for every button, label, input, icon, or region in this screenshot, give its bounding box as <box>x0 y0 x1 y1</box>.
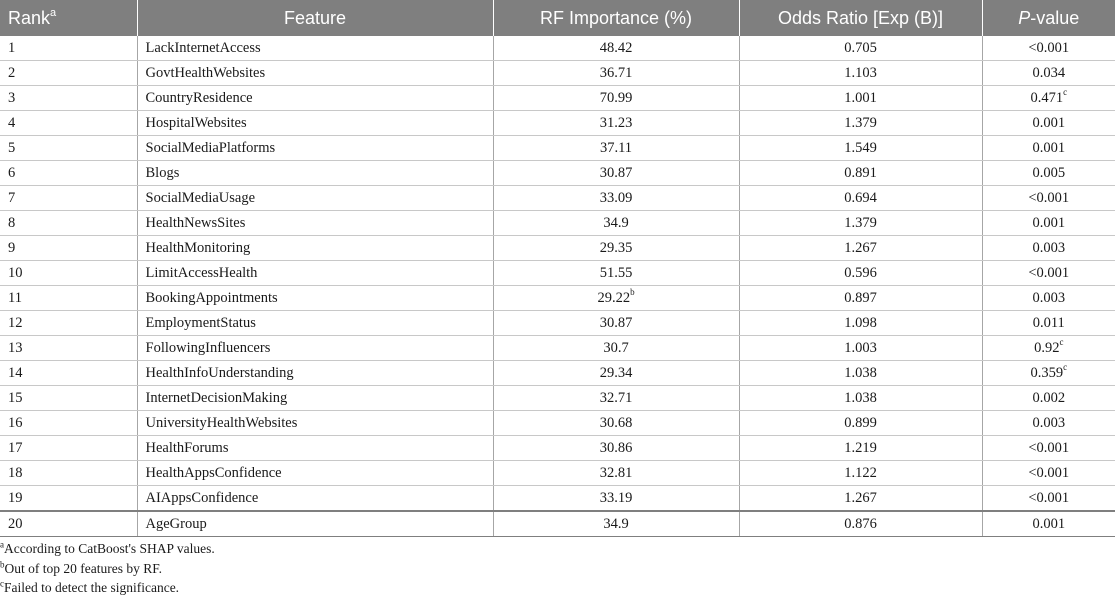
header-row <box>0 0 1115 36</box>
table-row <box>0 136 1115 161</box>
table-row <box>0 361 1115 386</box>
cell-rank: 15 <box>0 386 137 411</box>
header-rank-footnote-mark: a <box>50 6 57 19</box>
cell-odds-ratio: 1.103 <box>739 61 982 86</box>
footnote-mark: b <box>630 286 635 297</box>
cell-rf-importance: 37.11 <box>493 136 739 161</box>
cell-odds-ratio: 0.876 <box>739 511 982 537</box>
cell-rank: 7 <box>0 186 137 211</box>
cell-rank: 11 <box>0 286 137 311</box>
footnote-mark: c <box>0 578 4 589</box>
cell-p-value: <0.001 <box>982 461 1115 486</box>
cell-feature: HealthInfoUnderstanding <box>137 361 493 386</box>
cell-p-value: 0.005 <box>982 161 1115 186</box>
cell-feature: EmploymentStatus <box>137 311 493 336</box>
cell-p-value: 0.359$^c$ <box>982 361 1115 386</box>
cell-rf-importance: 32.71 <box>493 386 739 411</box>
cell-rank: 16 <box>0 411 137 436</box>
cell-rf-importance: 48.42 <box>493 36 739 61</box>
footnote-mark: c <box>1063 86 1068 97</box>
cell-odds-ratio: 0.694 <box>739 186 982 211</box>
cell-feature: Blogs <box>137 161 493 186</box>
cell-rank: 14 <box>0 361 137 386</box>
cell-feature: AIAppsConfidence <box>137 486 493 512</box>
cell-rank: 1 <box>0 36 137 61</box>
footnote-text: According to CatBoost's SHAP values. <box>4 541 215 556</box>
cell-p-value: 0.001 <box>982 511 1115 537</box>
cell-odds-ratio: 1.098 <box>739 311 982 336</box>
cell-rank: 18 <box>0 461 137 486</box>
cell-rf-importance: 29.22$^b$ <box>493 286 739 311</box>
cell-odds-ratio: 1.379 <box>739 211 982 236</box>
cell-rank: 12 <box>0 311 137 336</box>
cell-feature: GovtHealthWebsites <box>137 61 493 86</box>
cell-odds-ratio: 0.596 <box>739 261 982 286</box>
cell-p-value: <0.001 <box>982 486 1115 512</box>
cell-odds-ratio: 1.038 <box>739 361 982 386</box>
cell-p-value: 0.92$^c$ <box>982 336 1115 361</box>
header-rf-importance: RF Importance (%) <box>493 0 739 36</box>
cell-feature: UniversityHealthWebsites <box>137 411 493 436</box>
table-row <box>0 261 1115 286</box>
table-row <box>0 236 1115 261</box>
footnote <box>0 539 215 559</box>
cell-rf-importance: 30.87 <box>493 161 739 186</box>
table-row <box>0 386 1115 411</box>
cell-feature: InternetDecisionMaking <box>137 386 493 411</box>
cell-rf-importance: 30.87 <box>493 311 739 336</box>
cell-rf-importance: 34.9 <box>493 211 739 236</box>
cell-feature: FollowingInfluencers <box>137 336 493 361</box>
table-footnotes <box>0 539 215 598</box>
cell-odds-ratio: 0.897 <box>739 286 982 311</box>
cell-p-value: <0.001 <box>982 436 1115 461</box>
footnote-text: Failed to detect the significance. <box>4 580 180 595</box>
cell-p-value: 0.003 <box>982 411 1115 436</box>
cell-feature: CountryResidence <box>137 86 493 111</box>
table-header <box>0 0 1115 36</box>
table-row <box>0 86 1115 111</box>
cell-odds-ratio: 1.379 <box>739 111 982 136</box>
table-row <box>0 36 1115 61</box>
cell-rf-importance: 29.35 <box>493 236 739 261</box>
cell-rank: 17 <box>0 436 137 461</box>
footnote-mark: b <box>0 559 5 569</box>
cell-rf-importance: 30.7 <box>493 336 739 361</box>
cell-rf-importance: 30.86 <box>493 436 739 461</box>
footnote-text: Out of top 20 features by RF. <box>4 560 163 576</box>
cell-p-value: 0.034 <box>982 61 1115 86</box>
header-odds-ratio: Odds Ratio [Exp (B)] <box>739 0 982 36</box>
cell-rank: 19 <box>0 486 137 512</box>
cell-odds-ratio: 1.038 <box>739 386 982 411</box>
header-p-value: P-value <box>982 0 1115 36</box>
table-row <box>0 61 1115 86</box>
footnote <box>0 559 215 579</box>
table-row <box>0 336 1115 361</box>
cell-feature: LimitAccessHealth <box>137 261 493 286</box>
cell-feature: LackInternetAccess <box>137 36 493 61</box>
cell-p-value: 0.471$^c$ <box>982 86 1115 111</box>
cell-rank: 20 <box>0 511 137 537</box>
cell-feature: HealthAppsConfidence <box>137 461 493 486</box>
cell-rank: 4 <box>0 111 137 136</box>
cell-p-value: 0.001 <box>982 211 1115 236</box>
cell-p-value: 0.001 <box>982 111 1115 136</box>
table-row <box>0 436 1115 461</box>
cell-p-value: 0.003 <box>982 236 1115 261</box>
cell-feature: HealthNewsSites <box>137 211 493 236</box>
footnote <box>0 578 215 598</box>
cell-odds-ratio: 1.122 <box>739 461 982 486</box>
header-feature: Feature <box>137 0 493 36</box>
cell-odds-ratio: 1.267 <box>739 236 982 261</box>
cell-rf-importance: 36.71 <box>493 61 739 86</box>
cell-p-value: 0.003 <box>982 286 1115 311</box>
cell-odds-ratio: 0.899 <box>739 411 982 436</box>
cell-rank: 6 <box>0 161 137 186</box>
cell-rank: 2 <box>0 61 137 86</box>
cell-odds-ratio: 0.705 <box>739 36 982 61</box>
cell-rank: 3 <box>0 86 137 111</box>
table-row <box>0 511 1115 537</box>
table-row <box>0 311 1115 336</box>
cell-feature: AgeGroup <box>137 511 493 537</box>
table-row <box>0 486 1115 512</box>
cell-rf-importance: 33.19 <box>493 486 739 512</box>
table-row <box>0 186 1115 211</box>
cell-feature: SocialMediaPlatforms <box>137 136 493 161</box>
cell-odds-ratio: 1.267 <box>739 486 982 512</box>
cell-p-value: <0.001 <box>982 36 1115 61</box>
cell-odds-ratio: 1.001 <box>739 86 982 111</box>
cell-odds-ratio: 1.219 <box>739 436 982 461</box>
cell-rank: 8 <box>0 211 137 236</box>
table-row <box>0 111 1115 136</box>
cell-rf-importance: 33.09 <box>493 186 739 211</box>
cell-feature: HealthMonitoring <box>137 236 493 261</box>
table-row <box>0 161 1115 186</box>
cell-rank: 10 <box>0 261 137 286</box>
cell-rank: 13 <box>0 336 137 361</box>
cell-feature: HospitalWebsites <box>137 111 493 136</box>
cell-rf-importance: 30.68 <box>493 411 739 436</box>
table-body <box>0 36 1115 537</box>
cell-odds-ratio: 1.003 <box>739 336 982 361</box>
cell-rf-importance: 32.81 <box>493 461 739 486</box>
header-rank: Rank$^a$ <box>0 0 137 36</box>
cell-odds-ratio: 0.891 <box>739 161 982 186</box>
cell-feature: SocialMediaUsage <box>137 186 493 211</box>
cell-rf-importance: 51.55 <box>493 261 739 286</box>
footnote-mark: c <box>1063 361 1068 372</box>
cell-p-value: <0.001 <box>982 186 1115 211</box>
cell-rf-importance: 31.23 <box>493 111 739 136</box>
cell-p-value: 0.001 <box>982 136 1115 161</box>
table-row <box>0 211 1115 236</box>
cell-rf-importance: 70.99 <box>493 86 739 111</box>
cell-p-value: 0.002 <box>982 386 1115 411</box>
table-row <box>0 286 1115 311</box>
cell-feature: HealthForums <box>137 436 493 461</box>
cell-p-value: 0.011 <box>982 311 1115 336</box>
cell-rank: 5 <box>0 136 137 161</box>
table-row <box>0 411 1115 436</box>
cell-rf-importance: 29.34 <box>493 361 739 386</box>
cell-feature: BookingAppointments <box>137 286 493 311</box>
footnote-mark: c <box>1059 336 1064 347</box>
cell-rf-importance: 34.9 <box>493 511 739 537</box>
footnote-mark: a <box>0 539 4 550</box>
cell-odds-ratio: 1.549 <box>739 136 982 161</box>
cell-p-value: <0.001 <box>982 261 1115 286</box>
cell-rank: 9 <box>0 236 137 261</box>
table-row <box>0 461 1115 486</box>
